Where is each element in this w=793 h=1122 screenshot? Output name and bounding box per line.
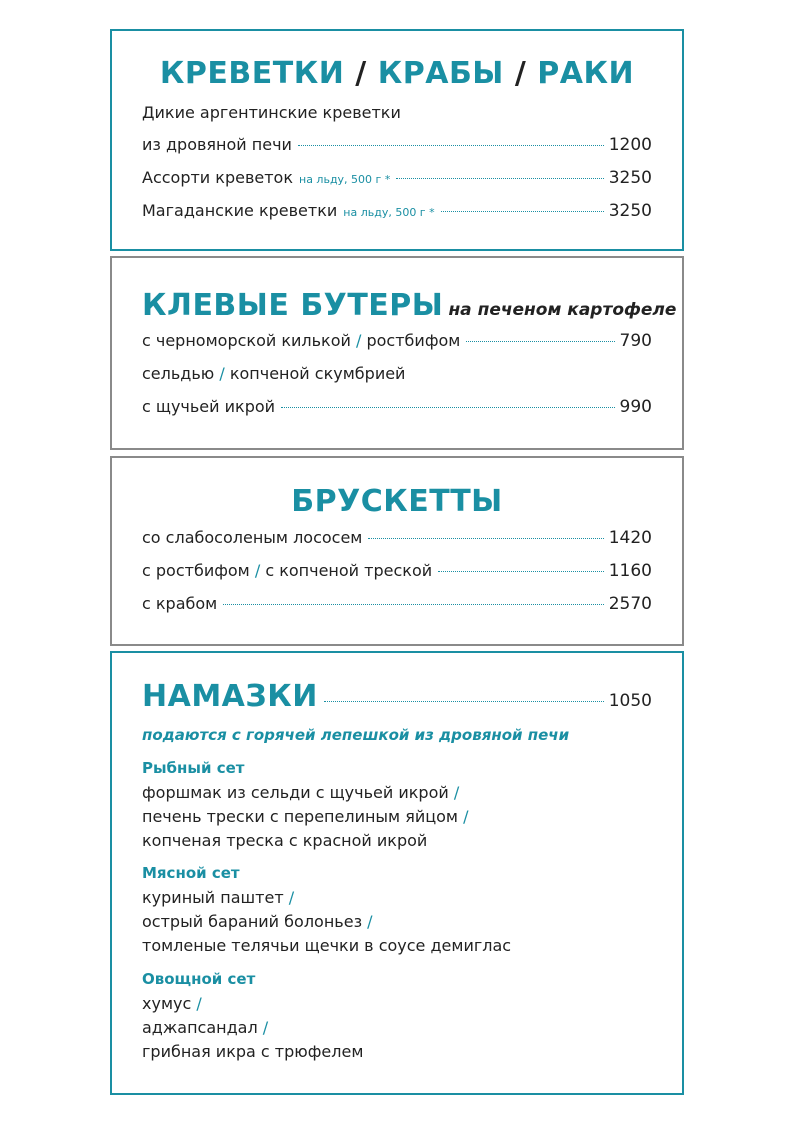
menu-item <box>142 397 652 417</box>
dot-leader <box>438 571 604 572</box>
dot-leader <box>368 538 603 539</box>
menu-item-price: 1160 <box>608 561 652 581</box>
menu-item-note: на льду, 500 г * <box>299 173 391 186</box>
menu-item-name: Магаданские креветки <box>142 201 338 220</box>
menu-item-name: Дикие аргентинские креветки <box>142 103 401 122</box>
menu-item-price: 3250 <box>608 168 652 188</box>
dot-leader <box>441 211 604 212</box>
dot-leader <box>281 407 615 408</box>
dot-leader <box>298 145 604 146</box>
menu-item-note: на льду, 500 г * <box>343 206 435 219</box>
list-item: грибная икра с трюфелем <box>142 1042 364 1061</box>
menu-item-price: 990 <box>619 397 652 417</box>
menu-item <box>142 331 652 351</box>
list-item: хумус / <box>142 994 202 1013</box>
menu-item-name: с крабом <box>142 594 218 613</box>
subsection-title: Овощной сет <box>142 970 256 988</box>
menu-item-name: из дровяной печи <box>142 135 292 154</box>
menu-item-price: 1200 <box>608 135 652 155</box>
section-title: НАМАЗКИ <box>142 679 318 714</box>
menu-item-price: 790 <box>619 331 652 351</box>
menu-item-name: Ассорти креветок <box>142 168 293 187</box>
list-item: аджапсандал / <box>142 1018 269 1037</box>
subsection-title: Мясной сет <box>142 864 240 882</box>
section-title: КЛЕВЫЕ БУТЕРЫ на печеном картофеле <box>142 288 677 323</box>
section-buters <box>110 256 684 450</box>
menu-item-name: со слабосоленым лососем <box>142 528 363 547</box>
list-item: копченая треска с красной икрой <box>142 831 428 850</box>
section-shrimp <box>110 29 684 251</box>
dot-leader <box>396 178 603 179</box>
menu-item <box>142 135 652 155</box>
list-item: форшмак из сельди с щучьей икрой / <box>142 783 460 802</box>
menu-item-name: сельдью / копченой скумбрией <box>142 364 406 383</box>
list-item: острый бараний болоньез / <box>142 912 373 931</box>
menu-item <box>142 561 652 581</box>
menu-item-name: с щучьей икрой <box>142 397 276 416</box>
list-item: печень трески с перепелиным яйцом / <box>142 807 469 826</box>
section-title: БРУСКЕТТЫ <box>291 484 503 519</box>
menu-item-name: с черноморской килькой / ростбифом <box>142 331 461 350</box>
dot-leader <box>466 341 614 342</box>
menu-item-price: 2570 <box>608 594 652 614</box>
section-bruschetta <box>110 456 684 646</box>
menu-item <box>142 201 652 221</box>
section-spreads <box>110 651 684 1095</box>
subsection-title: Рыбный сет <box>142 759 245 777</box>
section-title: КРЕВЕТКИ / КРАБЫ / РАКИ <box>159 56 635 91</box>
menu-item-price: 1420 <box>608 528 652 548</box>
menu-item-price: 3250 <box>608 201 652 221</box>
menu-item <box>142 168 652 188</box>
menu-item <box>142 594 652 614</box>
dot-leader <box>324 701 604 702</box>
section-subtitle: подаются с горячей лепешкой из дровяной печи <box>142 726 570 744</box>
menu-item-name: с ростбифом / с копченой треской <box>142 561 433 580</box>
set-price: 1050 <box>608 691 652 711</box>
dot-leader <box>223 604 604 605</box>
list-item: томленые телячьи щечки в соусе демиглас <box>142 936 512 955</box>
section-title-row <box>142 679 652 714</box>
list-item: куриный паштет / <box>142 888 295 907</box>
menu-item <box>142 528 652 548</box>
